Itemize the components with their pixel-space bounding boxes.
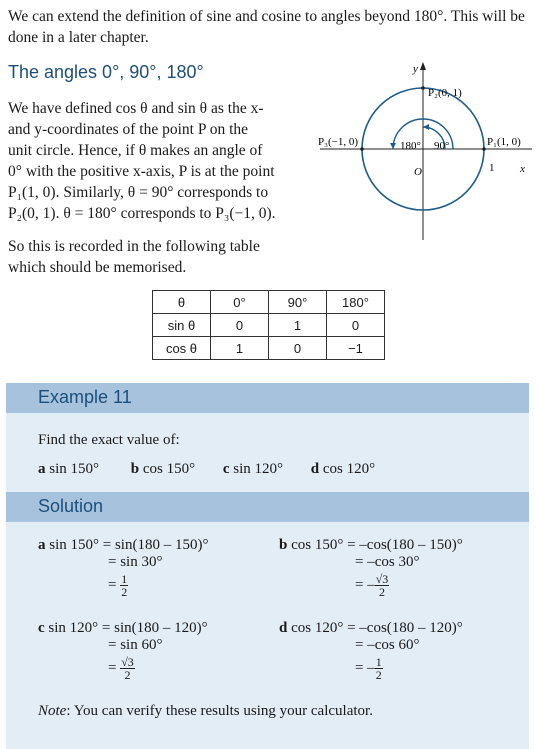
table-header-cell: θ [153, 291, 211, 314]
definition-line: We have defined cos θ and sin θ as the x- [8, 100, 264, 117]
solution-b: b cos 150° = –cos(180 – 150)° = –cos 30° = – $\frac{√3}{2}$ [279, 537, 463, 599]
trig-values-table [152, 290, 385, 360]
definition-line: and y-coordinates of the point P on the [8, 121, 249, 138]
definition-line: P₂(0, 1). θ = 180° corresponds to P₃(−1, 0). [8, 205, 276, 222]
point-p3 [360, 147, 364, 151]
solution-a: a sin 150° = sin(180 – 150)° = sin 30° = $\frac{1}{2}$ [38, 537, 209, 599]
table-cell: cos θ [153, 337, 211, 360]
section-heading: The angles 0°, 90°, 180° [8, 62, 204, 82]
table-row [153, 314, 385, 337]
solution-title: Solution [38, 496, 104, 516]
memorise-line: which should be memorised. [8, 259, 187, 276]
p2-label: P₂(0, 1) [428, 87, 462, 99]
note-text: Note: You can verify these results using your calculator. [38, 703, 373, 719]
part-b: b cos 150° [130, 461, 196, 477]
solution-title-bar [6, 492, 529, 522]
example-prompt: Find the exact value of: [38, 432, 180, 448]
arrow-180-icon [390, 143, 396, 149]
arrow-90-icon [423, 124, 429, 130]
example-title-bar [6, 383, 529, 413]
table-cell: −1 [327, 337, 385, 360]
angle-90-label: 90° [434, 140, 450, 152]
example-parts [38, 461, 518, 478]
point-p1 [482, 147, 486, 151]
definition-line: 0° with the positive x-axis, P is at the point [8, 163, 275, 180]
one-label: 1 [489, 162, 495, 174]
intro-paragraph: We can extend the definition of sine and cosine to angles beyond 180°. This will be done in a later chapter. [8, 8, 525, 46]
memorise-paragraph [8, 236, 308, 278]
example-title: Example 11 [38, 387, 132, 407]
origin-label: O [414, 166, 422, 178]
table-header-cell: 90° [269, 291, 327, 314]
solution-d: d cos 120° = –cos(180 – 120)° = –cos 60° = – $\frac{1}{2}$ [279, 620, 463, 682]
solution-c: c sin 120° = sin(180 – 120)° = sin 60° = $\frac{√3}{2}$ [38, 620, 208, 682]
part-d: d cos 120° [310, 461, 376, 477]
p3-label: P₃(−1, 0) [318, 136, 358, 148]
table-cell: 0 [327, 314, 385, 337]
table-cell: 1 [211, 337, 269, 360]
memorise-line: So this is recorded in the following table [8, 238, 260, 255]
y-axis-label: y [413, 63, 418, 75]
table-header-cell: 180° [327, 291, 385, 314]
table-cell: sin θ [153, 314, 211, 337]
definition-paragraph [8, 98, 308, 224]
table-header-cell: 0° [211, 291, 269, 314]
y-axis-arrow-icon [420, 62, 426, 70]
table-header-row [153, 291, 385, 314]
table-row [153, 337, 385, 360]
unit-circle-diagram [310, 58, 539, 243]
definition-line: P₁(1, 0). Similarly, θ = 90° corresponds to [8, 184, 269, 201]
x-axis-label: x [520, 163, 525, 175]
p1-label: P₁(1, 0) [487, 136, 521, 148]
table-cell: 1 [269, 314, 327, 337]
definition-line: unit circle. Hence, if θ makes an angle of [8, 142, 263, 159]
part-a: a sin 150° [38, 461, 100, 477]
point-p2 [421, 86, 425, 90]
part-c: c sin 120° [222, 461, 284, 477]
table-cell: 0 [211, 314, 269, 337]
table-cell: 0 [269, 337, 327, 360]
angle-180-label: 180° [400, 140, 421, 152]
